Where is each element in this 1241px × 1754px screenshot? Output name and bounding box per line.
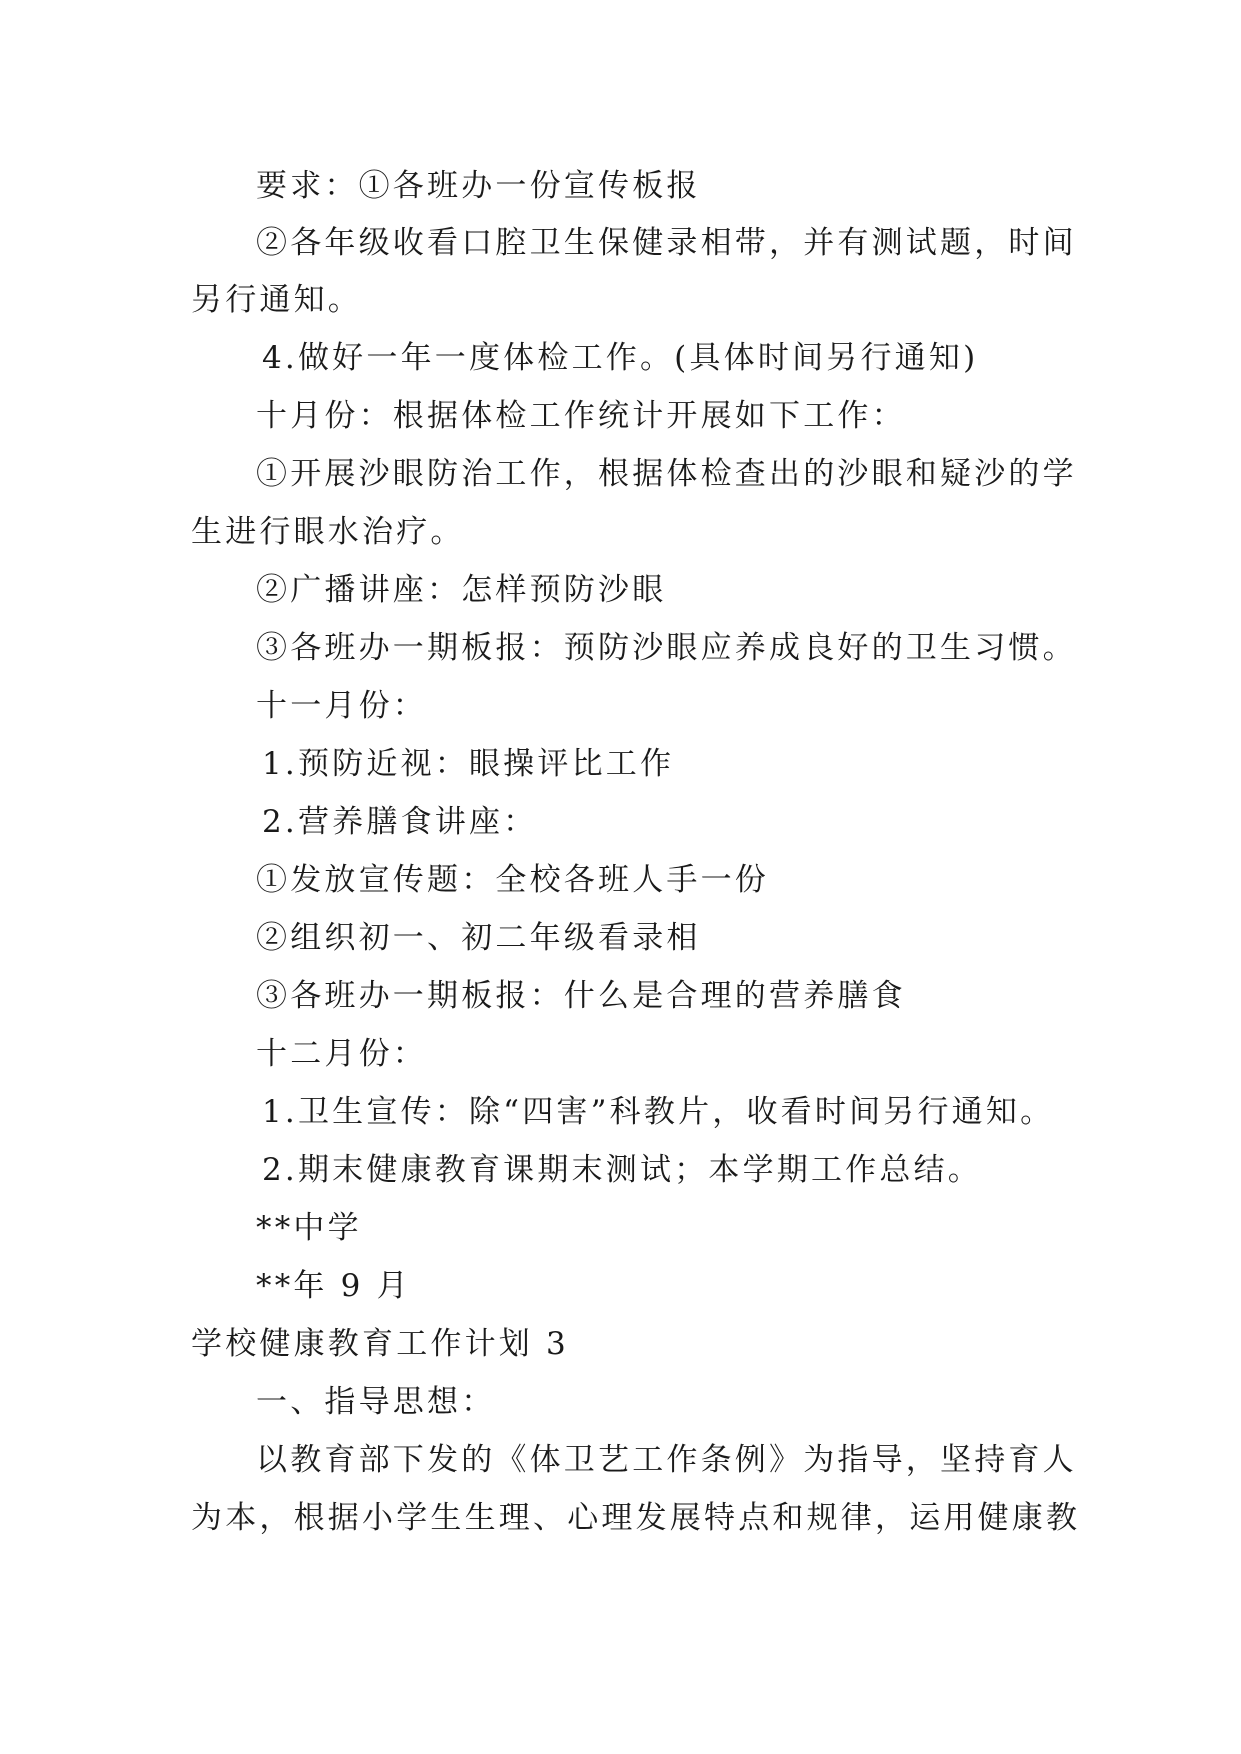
paragraph-line: 生进行眼水治疗。 <box>191 514 465 550</box>
month-heading-october: 十月份：根据体检工作统计开展如下工作： <box>256 398 906 434</box>
numbered-item: 2.营养膳食讲座： <box>262 804 538 840</box>
paragraph-line: ①开展沙眼防治工作，根据体检查出的沙眼和疑沙的学 <box>256 456 1077 492</box>
list-item: ③各班办一期板报：预防沙眼应养成良好的卫生习惯。 <box>256 630 1077 666</box>
paragraph-line: ②各年级收看口腔卫生保健录相带，并有测试题，时间 <box>256 225 1077 261</box>
list-item: ③各班办一期板报：什么是合理的营养膳食 <box>256 978 906 1014</box>
list-item: ②组织初一、初二年级看录相 <box>256 920 701 956</box>
paragraph-line: 另行通知。 <box>191 282 362 318</box>
numbered-item: 2.期末健康教育课期末测试；本学期工作总结。 <box>262 1152 982 1188</box>
section-heading: 一、指导思想： <box>256 1384 496 1420</box>
numbered-item: 4.做好一年一度体检工作。(具体时间另行通知) <box>262 340 979 376</box>
list-item: ①发放宣传题：全校各班人手一份 <box>256 862 769 898</box>
section-title: 学校健康教育工作计划 3 <box>191 1326 569 1362</box>
paragraph-line: 以教育部下发的《体卫艺工作条例》为指导，坚持育人 <box>256 1442 1077 1478</box>
signature-school: **中学 <box>256 1210 362 1246</box>
signature-date: **年 9 月 <box>256 1268 411 1304</box>
numbered-item: 1.预防近视：眼操评比工作 <box>262 746 675 782</box>
month-heading-december: 十二月份： <box>256 1036 427 1072</box>
requirement-line: 要求：①各班办一份宣传板报 <box>256 168 701 204</box>
paragraph-line: 为本，根据小学生生理、心理发展特点和规律，运用健康教 <box>191 1500 1081 1536</box>
month-heading-november: 十一月份： <box>256 688 427 724</box>
list-item: ②广播讲座：怎样预防沙眼 <box>256 572 667 608</box>
numbered-item: 1.卫生宣传：除“四害”科教片，收看时间另行通知。 <box>262 1094 1055 1130</box>
